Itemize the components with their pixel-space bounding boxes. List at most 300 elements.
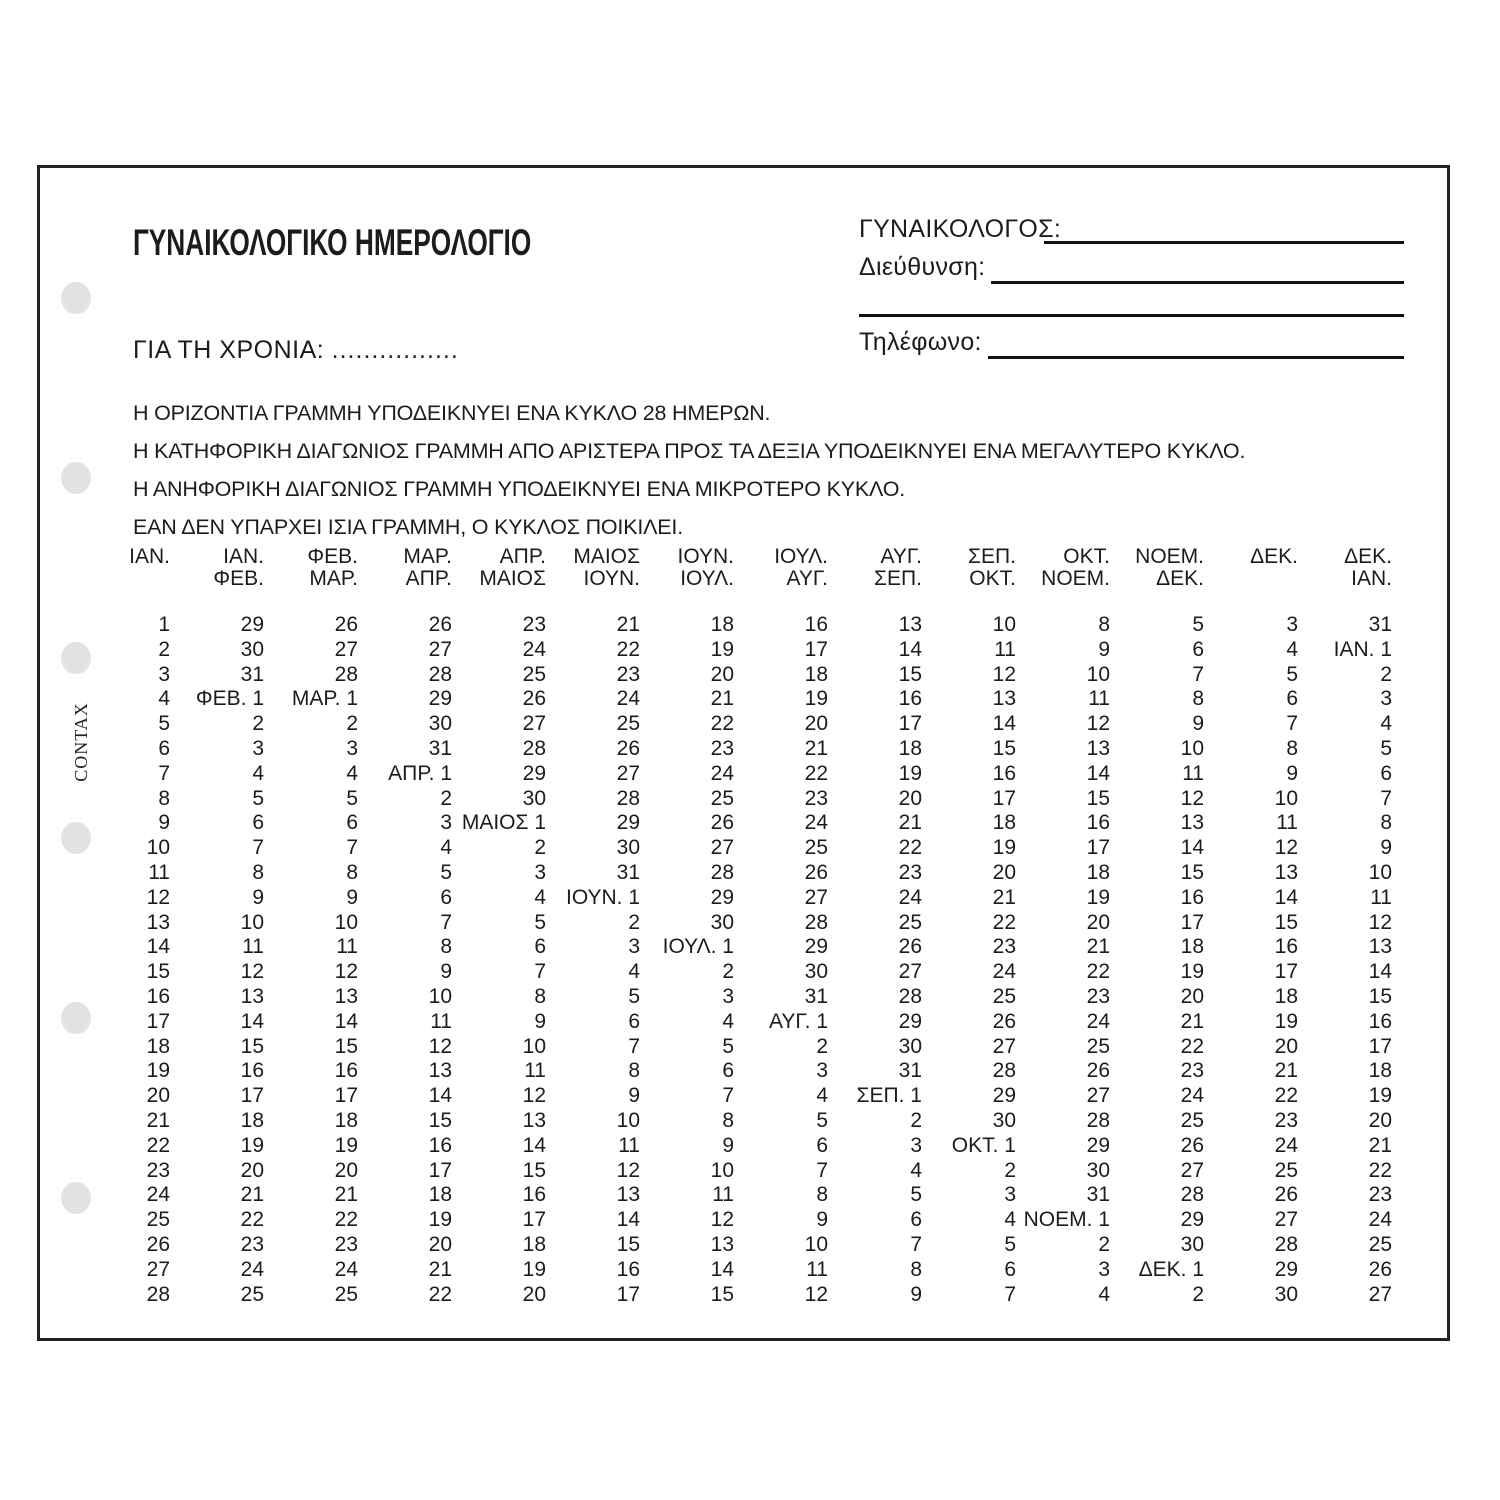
cycle-date-cell: 13 [334, 984, 358, 1008]
cycle-date-cell: 22 [146, 1133, 170, 1157]
cycle-row [76, 1035, 1392, 1060]
cycle-date-cell: 9 [1286, 761, 1298, 785]
cycle-date-cell: 27 [1368, 1282, 1392, 1306]
cycle-date-cell: 8 [628, 1059, 640, 1083]
month-header-cell: ΜΑΡ. [309, 567, 358, 590]
cycle-date-cell: ΦΕΒ. 1 [195, 687, 264, 711]
cycle-date-cell: 22 [334, 1208, 358, 1232]
cycle-date-cell: 6 [1380, 761, 1392, 785]
cycle-date-cell: 5 [534, 910, 546, 934]
cycle-date-cell: 14 [1180, 836, 1204, 860]
cycle-date-cell: 6 [722, 1059, 734, 1083]
cycle-date-cell: 4 [1004, 1208, 1016, 1232]
cycle-date-cell: 19 [428, 1208, 452, 1232]
cycle-date-cell: 20 [1180, 984, 1204, 1008]
cycle-date-cell: 2 [628, 910, 640, 934]
cycle-date-cell: 20 [992, 860, 1016, 884]
cycle-date-cell: 25 [522, 662, 546, 686]
cycle-date-cell: 21 [992, 885, 1016, 909]
cycle-date-cell: 25 [240, 1282, 264, 1306]
cycle-row [76, 811, 1392, 836]
cycle-date-cell: 17 [804, 637, 828, 661]
cycle-date-cell: 4 [1098, 1282, 1110, 1306]
cycle-date-cell: 28 [616, 786, 640, 810]
cycle-date-cell: 7 [722, 1084, 734, 1108]
month-header-cell: ΔΕΚ. [1250, 545, 1298, 568]
cycle-date-cell: 9 [1380, 836, 1392, 860]
cycle-date-cell: 22 [616, 637, 640, 661]
cycle-date-cell: 8 [534, 984, 546, 1008]
cycle-date-cell: 28 [992, 1059, 1016, 1083]
cycle-date-cell: 23 [522, 613, 546, 636]
cycle-date-cell: 17 [1086, 836, 1110, 860]
instructions-block [133, 394, 1245, 546]
cycle-date-cell: 20 [428, 1232, 452, 1256]
cycle-date-cell: 17 [616, 1282, 640, 1306]
cycle-date-cell: 27 [428, 637, 452, 661]
cycle-date-cell: 8 [722, 1108, 734, 1132]
cycle-date-cell: 4 [252, 761, 264, 785]
cycle-date-cell: 16 [616, 1257, 640, 1281]
cycle-date-cell: 23 [1274, 1108, 1298, 1132]
cycle-date-cell: 5 [816, 1108, 828, 1132]
cycle-date-cell: 11 [148, 860, 170, 884]
cycle-date-cell: 19 [1368, 1084, 1392, 1108]
month-header-cell: ΣΕΠ. [968, 545, 1016, 568]
cycle-date-cell: 17 [1274, 960, 1298, 984]
cycle-date-cell: 21 [146, 1108, 170, 1132]
cycle-date-cell: 11 [524, 1059, 546, 1083]
cycle-row [76, 1183, 1392, 1208]
cycle-date-cell: 7 [1192, 662, 1204, 686]
cycle-date-cell: 5 [1380, 736, 1392, 760]
cycle-row [76, 712, 1392, 737]
cycle-date-cell: 18 [1274, 984, 1298, 1008]
punch-hole [61, 462, 91, 494]
cycle-date-cell: 20 [1368, 1108, 1392, 1132]
cycle-date-cell: 4 [440, 836, 452, 860]
cycle-date-cell: 15 [240, 1034, 264, 1058]
month-header-cell: ΑΠΡ. [499, 545, 546, 568]
cycle-date-cell: 17 [522, 1208, 546, 1232]
cycle-date-cell: 28 [1086, 1108, 1110, 1132]
cycle-date-cell: 10 [428, 984, 452, 1008]
cycle-date-cell: 23 [240, 1232, 264, 1256]
page-title: ΓΥΝΑΙΚΟΛΟΓΙΚΟ ΗΜΕΡΟΛΟΓΙΟ [133, 222, 532, 263]
cycle-date-cell: 26 [1180, 1133, 1204, 1157]
cycle-date-cell: 5 [440, 860, 452, 884]
cycle-date-cell: 26 [428, 613, 452, 636]
cycle-date-cell: 30 [992, 1108, 1016, 1132]
cycle-date-cell: 8 [1192, 687, 1204, 711]
cycle-date-cell: 13 [1086, 736, 1110, 760]
cycle-date-cell: 31 [898, 1059, 922, 1083]
cycle-row [76, 935, 1392, 960]
month-header-cell: ΦΕΒ. [213, 567, 264, 590]
cycle-date-cell: 9 [534, 1009, 546, 1033]
cycle-date-cell: 8 [1380, 811, 1392, 835]
cycle-table-header [76, 546, 1392, 613]
cycle-date-cell: 4 [1380, 712, 1392, 736]
cycle-date-cell: 15 [616, 1232, 640, 1256]
brand-contax: CONTAX [71, 702, 91, 782]
cycle-date-cell: 3 [1004, 1183, 1016, 1207]
cycle-date-cell: 30 [1086, 1158, 1110, 1182]
cycle-date-cell: 28 [428, 662, 452, 686]
cycle-date-cell: 20 [334, 1158, 358, 1182]
cycle-date-cell: 11 [430, 1009, 452, 1033]
cycle-date-cell: 21 [334, 1183, 358, 1207]
cycle-date-cell: 16 [1086, 811, 1110, 835]
cycle-date-cell: 4 [816, 1084, 828, 1108]
cycle-date-cell: ΟΚΤ. 1 [951, 1133, 1016, 1157]
cycle-date-cell: 15 [1086, 786, 1110, 810]
cycle-date-cell: 23 [710, 736, 734, 760]
cycle-date-cell: 22 [240, 1208, 264, 1232]
cycle-date-cell: 7 [346, 836, 358, 860]
cycle-date-cell: 9 [816, 1208, 828, 1232]
month-header-cell [1204, 568, 1298, 590]
cycle-date-cell: 18 [1180, 935, 1204, 959]
cycle-date-cell: 27 [1274, 1208, 1298, 1232]
cycle-date-cell: 2 [1192, 1282, 1204, 1306]
cycle-date-cell: 7 [816, 1158, 828, 1182]
cycle-date-cell: 1 [158, 613, 170, 636]
cycle-date-cell: 8 [158, 786, 170, 810]
cycle-date-cell: 10 [1086, 662, 1110, 686]
cycle-date-cell: 16 [1274, 935, 1298, 959]
cycle-date-cell: 7 [910, 1232, 922, 1256]
cycle-date-cell: 24 [898, 885, 922, 909]
cycle-date-cell: 2 [1380, 662, 1392, 686]
cycle-date-cell: 24 [1086, 1009, 1110, 1033]
month-header-cell: ΙΟΥΝ. [583, 567, 640, 590]
cycle-date-cell: 2 [440, 786, 452, 810]
cycle-date-cell: 16 [146, 984, 170, 1008]
cycle-date-cell: 26 [334, 613, 358, 636]
cycle-date-cell: 28 [146, 1282, 170, 1306]
cycle-row [76, 836, 1392, 861]
year-label: ΓΙΑ ΤΗ ΧΡΟΝΙΑ: [133, 336, 325, 364]
cycle-date-cell: 17 [334, 1084, 358, 1108]
cycle-date-cell: 22 [1086, 960, 1110, 984]
cycle-row [76, 1134, 1392, 1159]
cycle-date-cell: 11 [1088, 687, 1110, 711]
cycle-date-cell: 3 [440, 811, 452, 835]
cycle-date-cell: 5 [1004, 1232, 1016, 1256]
cycle-date-cell: 18 [1368, 1059, 1392, 1083]
cycle-date-cell: 6 [910, 1208, 922, 1232]
cycle-date-cell: ΙΑΝ. 1 [1333, 637, 1392, 661]
cycle-date-cell: 14 [146, 935, 170, 959]
cycle-date-cell: 25 [616, 712, 640, 736]
cycle-date-cell: 6 [346, 811, 358, 835]
gynecologist-fill-line [1044, 241, 1404, 244]
cycle-date-cell: 15 [992, 736, 1016, 760]
cycle-date-cell: 25 [1086, 1034, 1110, 1058]
cycle-date-cell: 9 [628, 1084, 640, 1108]
cycle-date-cell: 29 [710, 885, 734, 909]
cycle-date-cell: 19 [1180, 960, 1204, 984]
cycle-date-cell: 14 [898, 637, 922, 661]
cycle-date-cell: 17 [146, 1009, 170, 1033]
month-header-cell: ΙΟΥΝ. [677, 545, 734, 568]
cycle-date-cell: 30 [710, 910, 734, 934]
cycle-date-cell: 9 [722, 1133, 734, 1157]
cycle-date-cell: 15 [146, 960, 170, 984]
cycle-date-cell: 18 [428, 1183, 452, 1207]
cycle-date-cell: 20 [522, 1282, 546, 1306]
cycle-date-cell: 9 [346, 885, 358, 909]
cycle-date-cell: 19 [804, 687, 828, 711]
cycle-date-cell: 7 [534, 960, 546, 984]
cycle-date-cell: 15 [1180, 860, 1204, 884]
month-header-cell: ΜΑΡ. [403, 545, 452, 568]
cycle-date-cell: 23 [804, 786, 828, 810]
cycle-date-cell: 24 [522, 637, 546, 661]
month-header-cell: ΙΟΥΛ. [680, 567, 734, 590]
cycle-date-cell: 23 [1368, 1183, 1392, 1207]
cycle-date-cell: 15 [522, 1158, 546, 1182]
cycle-date-cell: 3 [910, 1133, 922, 1157]
cycle-date-cell: 24 [1274, 1133, 1298, 1157]
cycle-date-cell: 21 [1086, 935, 1110, 959]
cycle-date-cell: 6 [534, 935, 546, 959]
cycle-date-cell: 30 [898, 1034, 922, 1058]
cycle-date-cell: 20 [146, 1084, 170, 1108]
cycle-date-cell: 19 [710, 637, 734, 661]
cycle-date-cell: 19 [240, 1133, 264, 1157]
cycle-date-cell: 25 [1368, 1232, 1392, 1256]
cycle-date-cell: ΜΑΡ. 1 [291, 687, 358, 711]
cycle-date-cell: 12 [616, 1158, 640, 1182]
cycle-date-cell: 13 [1274, 860, 1298, 884]
cycle-row [76, 737, 1392, 762]
address-label: Διεύθυνση: [859, 253, 986, 281]
month-header-cell: ΙΑΝ. [1351, 567, 1392, 590]
cycle-row [76, 1258, 1392, 1283]
cycle-date-cell: 8 [252, 860, 264, 884]
cycle-date-cell: 28 [1180, 1183, 1204, 1207]
cycle-date-cell: 3 [816, 1059, 828, 1083]
cycle-date-cell: 23 [898, 860, 922, 884]
cycle-date-cell: 12 [1180, 786, 1204, 810]
cycle-date-cell: 26 [146, 1232, 170, 1256]
cycle-date-cell: 29 [992, 1084, 1016, 1108]
cycle-date-cell: 31 [428, 736, 452, 760]
cycle-date-cell: 16 [992, 761, 1016, 785]
cycle-date-cell: 16 [428, 1133, 452, 1157]
cycle-date-cell: 17 [428, 1158, 452, 1182]
cycle-date-cell: 3 [534, 860, 546, 884]
cycle-date-cell: 16 [804, 613, 828, 636]
cycle-date-cell: 30 [804, 960, 828, 984]
cycle-date-cell: 19 [1086, 885, 1110, 909]
cycle-date-cell: 14 [992, 712, 1016, 736]
cycle-date-cell: 11 [1370, 885, 1392, 909]
month-header-cell: ΟΚΤ. [969, 567, 1016, 590]
calendar-sheet [37, 165, 1450, 1341]
cycle-date-cell: 16 [522, 1183, 546, 1207]
cycle-date-cell: 10 [992, 613, 1016, 636]
cycle-date-cell: ΝΟΕΜ. 1 [1023, 1208, 1110, 1232]
cycle-date-cell: 18 [240, 1108, 264, 1132]
cycle-date-cell: 12 [710, 1208, 734, 1232]
cycle-date-cell: 7 [628, 1034, 640, 1058]
cycle-date-cell: 20 [898, 786, 922, 810]
month-header-cell: ΟΚΤ. [1063, 545, 1110, 568]
cycle-date-cell: 31 [616, 860, 640, 884]
cycle-date-cell: 27 [616, 761, 640, 785]
cycle-date-cell: 2 [1004, 1158, 1016, 1182]
cycle-date-cell: 28 [522, 736, 546, 760]
cycle-date-cell: 30 [616, 836, 640, 860]
cycle-date-cell: 6 [1004, 1257, 1016, 1281]
cycle-date-cell: 13 [240, 984, 264, 1008]
cycle-date-cell: 10 [334, 910, 358, 934]
cycle-date-cell: 7 [1380, 786, 1392, 810]
cycle-date-cell: 17 [1180, 910, 1204, 934]
cycle-date-cell: 26 [898, 935, 922, 959]
cycle-date-cell: 27 [1086, 1084, 1110, 1108]
cycle-date-cell: 7 [440, 910, 452, 934]
cycle-date-cell: 9 [252, 885, 264, 909]
cycle-date-cell: 30 [240, 637, 264, 661]
cycle-row [76, 1208, 1392, 1233]
cycle-date-cell: 24 [992, 960, 1016, 984]
cycle-date-cell: 10 [710, 1158, 734, 1182]
cycle-date-cell: 5 [628, 984, 640, 1008]
cycle-date-cell: 2 [910, 1108, 922, 1132]
cycle-date-cell: 24 [1368, 1208, 1392, 1232]
cycle-date-cell: 12 [522, 1084, 546, 1108]
cycle-date-cell: 8 [346, 860, 358, 884]
instruction-line: Η ΟΡΙΖΟΝΤΙΑ ΓΡΑΜΜΗ ΥΠΟΔΕΙΚΝΥΕΙ ΕΝΑ ΚΥΚΛΟ 28 ΗΜΕΡΩΝ. [133, 401, 771, 425]
cycle-date-cell: ΣΕΠ. 1 [856, 1084, 922, 1108]
cycle-date-cell: 29 [898, 1009, 922, 1033]
cycle-date-cell: 21 [1368, 1133, 1392, 1157]
cycle-date-cell: 17 [992, 786, 1016, 810]
cycle-date-cell: 10 [240, 910, 264, 934]
cycle-date-cell: 4 [910, 1158, 922, 1182]
cycle-date-cell: 23 [1086, 984, 1110, 1008]
cycle-date-cell: 8 [440, 935, 452, 959]
cycle-date-cell: 21 [428, 1257, 452, 1281]
instruction-line: Η ΚΑΤΗΦΟΡΙΚΗ ΔΙΑΓΩΝΙΟΣ ΓΡΑΜΜΗ ΑΠΟ ΑΡΙΣΤΕΡΑ ΠΡΟΣ ΤΑ ΔΕΞΙΑ ΥΠΟΔΕΙΚΝΥΕΙ ΕΝΑ ΜΕΓΑΛΥΤΕΡΟ ΚΥΚΛΟ. [133, 439, 1246, 463]
cycle-date-cell: 24 [240, 1257, 264, 1281]
cycle-date-cell: 23 [992, 935, 1016, 959]
cycle-date-cell: 29 [522, 761, 546, 785]
cycle-date-cell: 28 [334, 662, 358, 686]
cycle-date-cell: 7 [252, 836, 264, 860]
cycle-date-cell: 14 [334, 1009, 358, 1033]
cycle-date-cell: 19 [146, 1059, 170, 1083]
cycle-date-cell: 21 [1274, 1059, 1298, 1083]
cycle-date-cell: 23 [1180, 1059, 1204, 1083]
cycle-date-cell: ΜΑΙΟΣ 1 [461, 811, 546, 835]
cycle-date-cell: 20 [1274, 1034, 1298, 1058]
cycle-date-cell: ΙΟΥΝ. 1 [565, 885, 640, 909]
cycle-date-cell: 21 [804, 736, 828, 760]
cycle-date-cell: 22 [1368, 1158, 1392, 1182]
cycle-row [76, 787, 1392, 812]
month-header-cell: ΝΟΕΜ. [1135, 545, 1204, 568]
cycle-date-cell: 25 [898, 910, 922, 934]
month-header-cell: ΦΕΒ. [307, 545, 358, 568]
address-fill-line-2 [859, 314, 1404, 317]
cycle-date-cell: 13 [428, 1059, 452, 1083]
cycle-date-cell: 19 [1274, 1009, 1298, 1033]
cycle-date-cell: 4 [722, 1009, 734, 1033]
month-header-cell: ΑΠΡ. [405, 567, 452, 590]
cycle-date-cell: 27 [146, 1257, 170, 1281]
cycle-date-cell: 30 [1274, 1282, 1298, 1306]
cycle-date-cell: 14 [616, 1208, 640, 1232]
month-header-cell: ΣΕΠ. [874, 567, 922, 590]
cycle-date-cell: 31 [1086, 1183, 1110, 1207]
phone-fill-line [988, 356, 1404, 359]
cycle-date-cell: 27 [804, 885, 828, 909]
cycle-date-cell: 22 [1180, 1034, 1204, 1058]
cycle-date-cell: 12 [1274, 836, 1298, 860]
cycle-date-cell: 12 [1086, 712, 1110, 736]
cycle-date-cell: 15 [428, 1108, 452, 1132]
cycle-row [76, 1233, 1392, 1258]
cycle-date-cell: 11 [242, 935, 264, 959]
cycle-row [76, 663, 1392, 688]
cycle-date-cell: ΔΕΚ. 1 [1138, 1257, 1204, 1281]
cycle-date-cell: 31 [240, 662, 264, 686]
cycle-date-cell: 26 [1368, 1257, 1392, 1281]
cycle-date-cell: 5 [1192, 613, 1204, 636]
cycle-date-cell: 15 [1368, 984, 1392, 1008]
cycle-date-cell: 16 [1368, 1009, 1392, 1033]
cycle-date-cell: 31 [1368, 613, 1392, 636]
cycle-table [76, 546, 1392, 1307]
cycle-date-cell: 3 [252, 736, 264, 760]
cycle-date-cell: 23 [616, 662, 640, 686]
cycle-date-cell: 17 [898, 712, 922, 736]
cycle-date-cell: 2 [534, 836, 546, 860]
cycle-row [76, 911, 1392, 936]
cycle-date-cell: 21 [710, 687, 734, 711]
cycle-date-cell: 21 [240, 1183, 264, 1207]
cycle-date-cell: 4 [346, 761, 358, 785]
cycle-date-cell: 4 [534, 885, 546, 909]
cycle-date-cell: 13 [992, 687, 1016, 711]
cycle-date-cell: 2 [158, 637, 170, 661]
cycle-date-cell: 3 [346, 736, 358, 760]
cycle-date-cell: 5 [346, 786, 358, 810]
cycle-date-cell: 26 [1086, 1059, 1110, 1083]
cycle-date-cell: 18 [1086, 860, 1110, 884]
cycle-date-cell: 23 [334, 1232, 358, 1256]
cycle-date-cell: 10 [616, 1108, 640, 1132]
cycle-date-cell: 17 [240, 1084, 264, 1108]
cycle-date-cell: 14 [1274, 885, 1298, 909]
cycle-row [76, 985, 1392, 1010]
cycle-date-cell: 4 [158, 687, 170, 711]
year-field [133, 336, 459, 365]
cycle-date-cell: 22 [804, 761, 828, 785]
cycle-date-cell: 19 [522, 1257, 546, 1281]
cycle-date-cell: 8 [910, 1257, 922, 1281]
cycle-date-cell: 11 [806, 1257, 828, 1281]
cycle-date-cell: 27 [992, 1034, 1016, 1058]
cycle-date-cell: 3 [1286, 613, 1298, 636]
month-header-cell: ΔΕΚ. [1344, 545, 1392, 568]
cycle-date-cell: 10 [522, 1034, 546, 1058]
